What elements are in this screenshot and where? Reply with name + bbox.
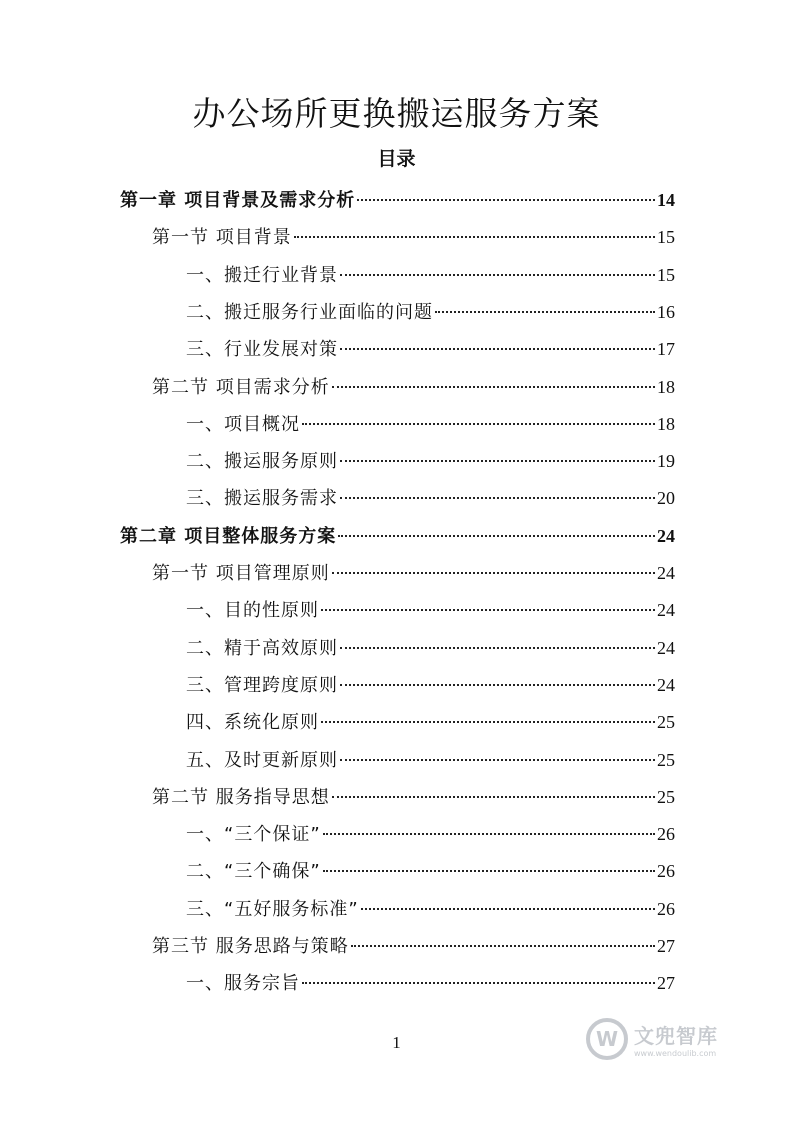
toc-entry-item[interactable] <box>186 261 675 291</box>
toc-entry-label: 二、搬运服务原则 <box>186 451 338 473</box>
toc-leader-dots <box>340 348 655 350</box>
toc-entry-page: 27 <box>657 973 675 994</box>
toc-entry-page: 25 <box>657 786 675 807</box>
toc-entry-page: 27 <box>657 936 675 956</box>
toc-leader-dots <box>332 572 655 574</box>
toc-entry-page: 17 <box>657 339 675 360</box>
watermark-logo-icon: W <box>586 1018 628 1060</box>
document-title: 办公场所更换搬运服务方案 <box>192 94 601 133</box>
page-number: 1 <box>392 1033 401 1052</box>
toc-entry-page: 16 <box>657 301 675 322</box>
toc-entry-label: 三、行业发展对策 <box>186 339 338 361</box>
toc-entry-chapter[interactable] <box>120 186 675 216</box>
toc-leader-dots <box>357 199 655 201</box>
toc-entry-label: 一、服务宗旨 <box>186 973 300 995</box>
toc-entry-item[interactable] <box>186 671 675 701</box>
toc-entry-label: 一、项目概况 <box>186 413 300 435</box>
toc-entry-item[interactable] <box>186 820 675 850</box>
toc-entry-item[interactable] <box>186 410 675 440</box>
toc-leader-dots <box>323 870 655 872</box>
toc-leader-dots <box>332 796 655 798</box>
toc-entry-page: 24 <box>657 600 675 621</box>
toc-entry-section[interactable] <box>152 783 675 813</box>
toc-entry-page: 15 <box>657 227 675 248</box>
toc-entry-label: 二、精于高效原则 <box>186 637 338 659</box>
toc-entry-item[interactable] <box>186 746 675 776</box>
toc-entry-page: 19 <box>657 451 675 472</box>
toc-entry-label: 一、搬迁行业背景 <box>186 264 338 286</box>
toc-entry-page: 15 <box>657 264 675 285</box>
toc-entry-label: 第二章 项目整体服务方案 <box>120 525 337 547</box>
toc-entry-label: 五、及时更新原则 <box>186 749 338 771</box>
toc-leader-dots <box>340 647 655 649</box>
toc-entry-page: 18 <box>657 413 675 434</box>
toc-leader-dots <box>340 460 655 462</box>
toc-entry-item[interactable] <box>186 484 675 514</box>
toc-entry-chapter[interactable] <box>120 522 675 552</box>
toc-entry-item[interactable] <box>186 634 675 664</box>
toc-entry-label: 第二节 服务指导思想 <box>152 786 330 808</box>
toc-entry-label: 第二节 项目需求分析 <box>152 376 330 398</box>
toc-entry-label: 三、“五好服务标准” <box>186 898 359 920</box>
toc-entry-page: 25 <box>657 712 675 733</box>
toc-leader-dots <box>332 386 655 388</box>
toc-entry-page: 20 <box>657 488 675 509</box>
toc-entry-item[interactable] <box>186 447 675 477</box>
toc-entry-label: 二、搬迁服务行业面临的问题 <box>186 301 433 323</box>
toc-entry-page: 26 <box>657 824 675 845</box>
toc-entry-label: 三、管理跨度原则 <box>186 674 338 696</box>
toc-entry-label: 一、“三个保证” <box>186 824 321 846</box>
toc-entry-page: 26 <box>657 898 675 919</box>
toc-leader-dots <box>361 908 655 910</box>
watermark-url: www.wendoulib.com <box>634 1049 717 1058</box>
toc-entry-item[interactable] <box>186 335 675 365</box>
toc-leader-dots <box>321 609 655 611</box>
watermark <box>586 1018 718 1060</box>
toc-entry-section[interactable] <box>152 223 675 253</box>
toc-leader-dots <box>294 236 655 238</box>
toc-entry-item[interactable] <box>186 895 675 925</box>
toc-leader-dots <box>321 721 655 723</box>
toc-entry-label: 第一节 项目背景 <box>152 227 292 249</box>
toc-entry-item[interactable] <box>186 708 675 738</box>
toc-leader-dots <box>351 945 655 947</box>
toc-entry-page: 24 <box>657 525 675 546</box>
toc-leader-dots <box>435 311 655 313</box>
toc-entry-page: 26 <box>657 861 675 882</box>
toc-entry-label: 三、搬运服务需求 <box>186 488 338 510</box>
toc-entry-item[interactable] <box>186 596 675 626</box>
toc-entry-label: 第一节 项目管理原则 <box>152 563 330 584</box>
toc-entry-item[interactable] <box>186 298 675 328</box>
toc-leader-dots <box>340 759 655 761</box>
toc-leader-dots <box>340 684 655 686</box>
toc-leader-dots <box>302 423 655 425</box>
toc-entry-section[interactable] <box>152 373 675 403</box>
toc-entry-page: 25 <box>657 749 675 770</box>
toc-entry-item[interactable] <box>186 969 675 999</box>
toc-entry-label: 第一章 项目背景及需求分析 <box>120 190 356 211</box>
toc-entry-label: 一、目的性原则 <box>186 600 319 622</box>
toc-leader-dots <box>340 274 655 276</box>
toc-heading: 目录 <box>377 148 416 170</box>
toc-entry-page: 18 <box>657 376 675 397</box>
toc-entry-page: 24 <box>657 674 675 695</box>
toc-entry-section[interactable] <box>152 932 675 962</box>
toc-entry-label: 二、“三个确保” <box>186 861 321 883</box>
toc-entry-label: 四、系统化原则 <box>186 712 319 734</box>
toc-leader-dots <box>302 982 655 984</box>
toc-entry-page: 24 <box>657 637 675 658</box>
toc-leader-dots <box>338 535 655 537</box>
toc-leader-dots <box>323 833 655 835</box>
watermark-name: 文兜智库 <box>634 1024 718 1048</box>
toc-entry-label: 第三节 服务思路与策略 <box>152 936 349 957</box>
toc-entry-section[interactable] <box>152 559 675 589</box>
toc-leader-dots <box>340 497 655 499</box>
toc-entry-page: 24 <box>657 563 675 583</box>
toc-entry-page: 14 <box>657 190 675 210</box>
toc-entry-item[interactable] <box>186 857 675 887</box>
